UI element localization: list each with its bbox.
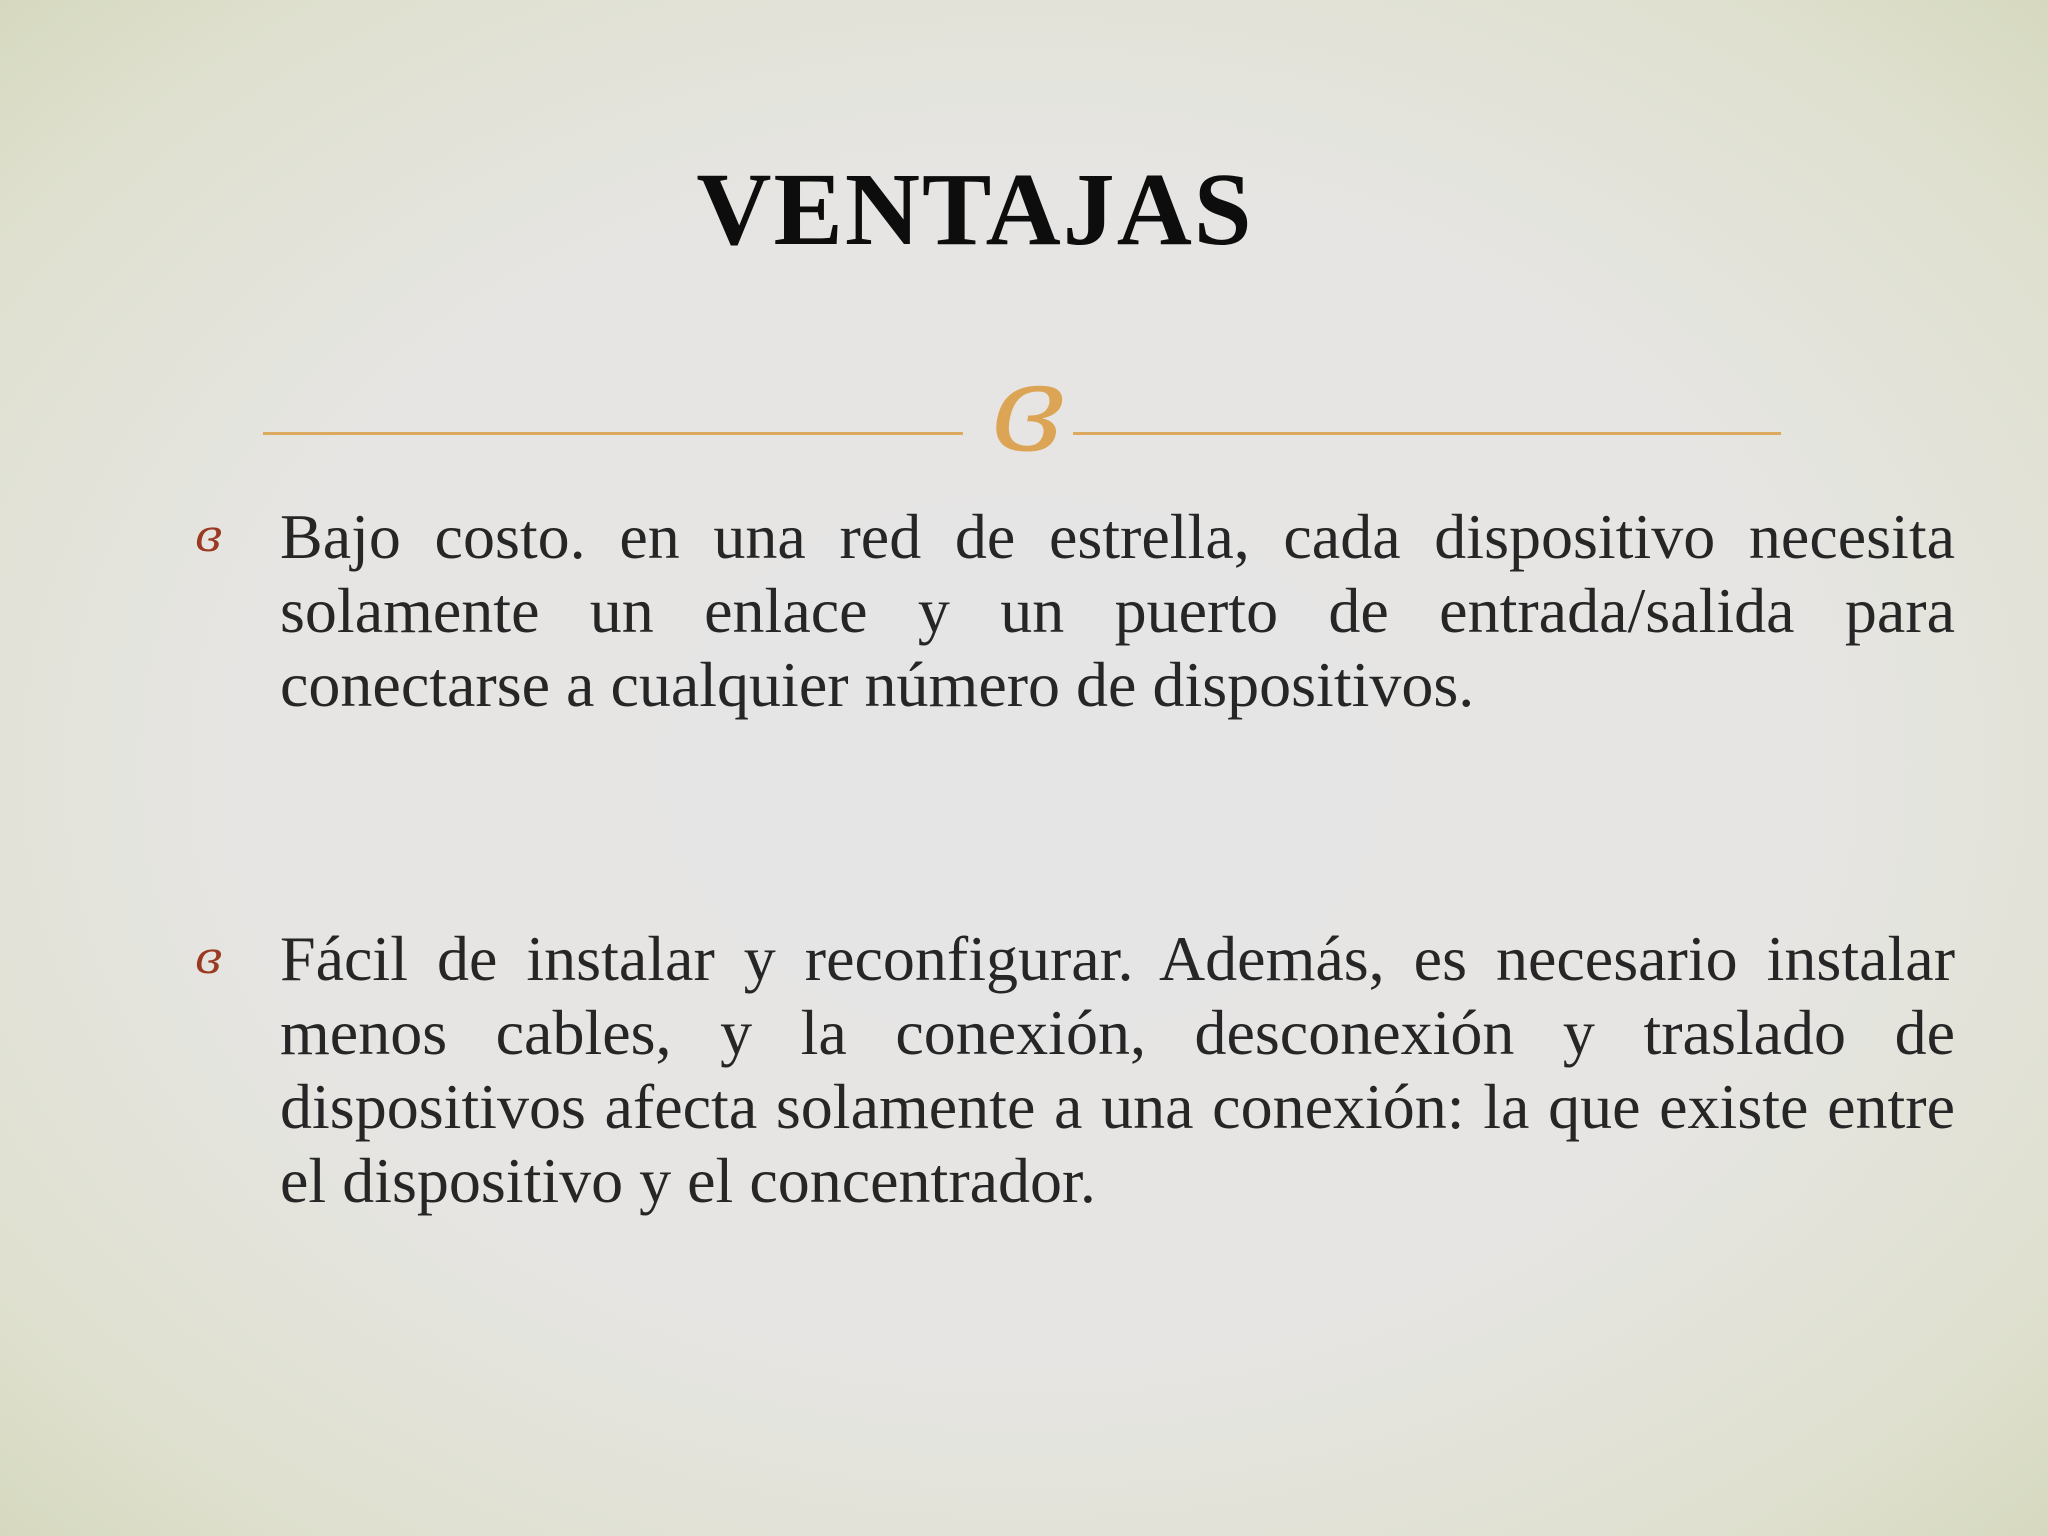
bullet-item-2 [195,922,1955,1218]
divider-line-right [1073,432,1781,435]
divider-line-left [263,432,963,435]
bullet-list [195,500,1955,1218]
bullet-text: Fácil de instalar y reconfigurar. Además, es necesario instalar menos cables, y la conexión, desconexión y traslado de dispositivos afecta solamente a una conexión: la que existe entre el dispositivo y el concentrador. [280,923,1955,1216]
flourish-ornament-icon: ɞ [991,340,1065,479]
flourish-bullet-icon: ɞ [195,511,222,562]
flourish-bullet-icon: ɞ [195,933,222,984]
bullet-text: Bajo costo. en una red de estrella, cada dispositivo necesita solamente un enlace y un puerto de entrada/salida para conectarse a cualquier número de dispositivos. [280,501,1955,720]
title-divider [263,340,1781,490]
bullet-item-1 [195,500,1955,722]
slide-title: VENTAJAS [696,152,1254,267]
